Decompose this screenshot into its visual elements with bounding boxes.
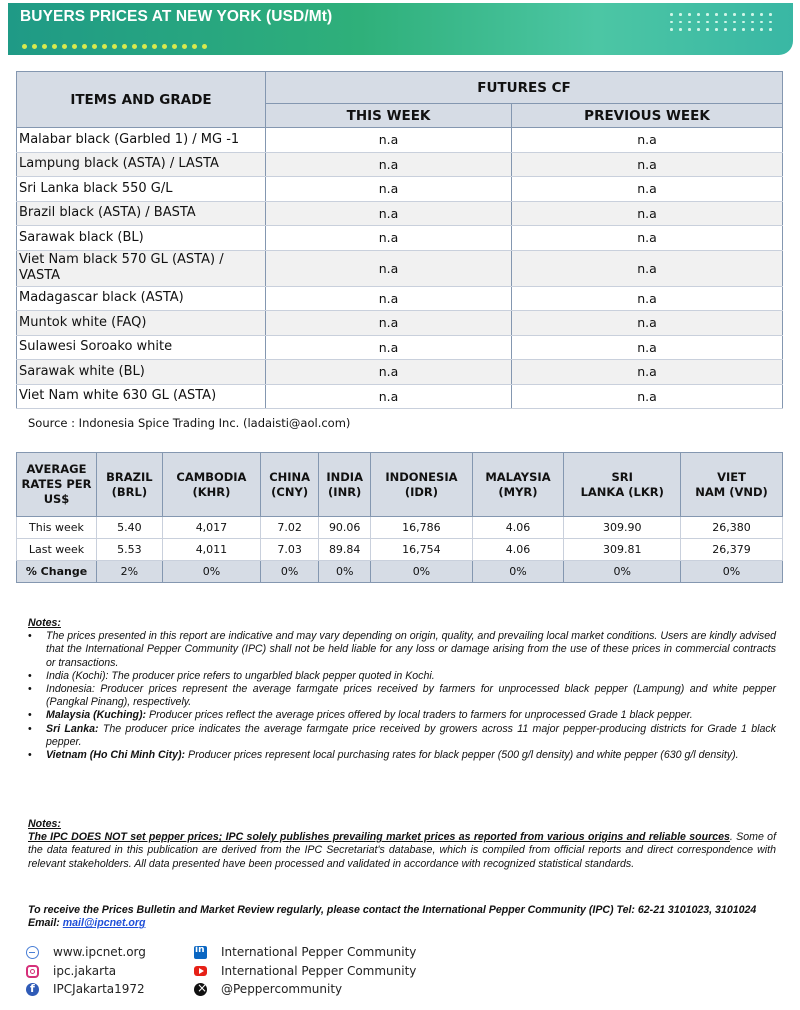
this-week-value: n.a bbox=[266, 384, 512, 409]
col-header-futures: FUTURES CF bbox=[266, 72, 783, 104]
price-table bbox=[16, 71, 783, 409]
fx-row-label: This week bbox=[17, 517, 97, 539]
this-week-value: n.a bbox=[266, 128, 512, 153]
this-week-value: n.a bbox=[266, 335, 512, 360]
linkedin-icon bbox=[194, 946, 207, 959]
notes-section bbox=[28, 617, 776, 762]
price-row bbox=[17, 128, 783, 153]
previous-week-value: n.a bbox=[512, 335, 783, 360]
item-grade: Viet Nam black 570 GL (ASTA) / VASTA bbox=[17, 250, 266, 286]
fx-value: 5.40 bbox=[97, 517, 163, 539]
fx-value: 26,380 bbox=[681, 517, 783, 539]
fx-value: 16,786 bbox=[371, 517, 472, 539]
fx-value: 4,011 bbox=[162, 539, 260, 561]
instagram-icon bbox=[26, 965, 39, 978]
this-week-value: n.a bbox=[266, 286, 512, 311]
price-row bbox=[17, 335, 783, 360]
col-header-item: ITEMS AND GRADE bbox=[17, 72, 266, 128]
item-grade: Malabar black (Garbled 1) / MG -1 bbox=[17, 128, 266, 153]
previous-week-value: n.a bbox=[512, 128, 783, 153]
x-icon bbox=[194, 983, 207, 996]
note-item: • India (Kochi): The producer price refers to ungarbled black pepper quoted in Kochi. bbox=[28, 670, 776, 683]
fx-col-header: CAMBODIA (KHR) bbox=[162, 453, 260, 517]
price-row bbox=[17, 384, 783, 409]
price-row bbox=[17, 360, 783, 385]
note-item: • Sri Lanka: The producer price indicates the average farmgate price received by growers across 11 major pepper-producing districts for Grade 1 black pepper. bbox=[28, 723, 776, 749]
fx-row bbox=[17, 517, 783, 539]
item-grade: Brazil black (ASTA) / BASTA bbox=[17, 201, 266, 226]
price-row bbox=[17, 201, 783, 226]
price-row bbox=[17, 311, 783, 336]
fx-value: 7.02 bbox=[261, 517, 319, 539]
price-row bbox=[17, 152, 783, 177]
fx-row bbox=[17, 561, 783, 583]
linkedin-link[interactable]: in International Pepper Community bbox=[194, 945, 416, 959]
fx-col-header: VIET NAM (VND) bbox=[681, 453, 783, 517]
this-week-value: n.a bbox=[266, 250, 512, 286]
globe-icon bbox=[26, 946, 39, 959]
decorative-dot-grid bbox=[670, 13, 773, 31]
fx-row-label: % Change bbox=[17, 561, 97, 583]
item-grade: Sarawak black (BL) bbox=[17, 226, 266, 251]
fx-col-header: BRAZIL (BRL) bbox=[97, 453, 163, 517]
youtube-icon bbox=[194, 966, 207, 976]
item-grade: Sulawesi Soroako white bbox=[17, 335, 266, 360]
notes-heading: Notes: bbox=[28, 617, 61, 629]
item-grade: Lampung black (ASTA) / LASTA bbox=[17, 152, 266, 177]
header-banner bbox=[8, 3, 793, 55]
previous-week-value: n.a bbox=[512, 201, 783, 226]
fx-col-header: INDIA (INR) bbox=[319, 453, 371, 517]
previous-week-value: n.a bbox=[512, 311, 783, 336]
price-row bbox=[17, 250, 783, 286]
previous-week-value: n.a bbox=[512, 152, 783, 177]
previous-week-value: n.a bbox=[512, 177, 783, 202]
fx-value: 90.06 bbox=[319, 517, 371, 539]
previous-week-value: n.a bbox=[512, 286, 783, 311]
previous-week-value: n.a bbox=[512, 250, 783, 286]
email-link[interactable]: mail@ipcnet.org bbox=[62, 917, 146, 930]
item-grade: Madagascar black (ASTA) bbox=[17, 286, 266, 311]
fx-corner-header: AVERAGE RATES PER US$ bbox=[17, 453, 97, 517]
fx-col-header: SRI LANKA (LKR) bbox=[564, 453, 681, 517]
previous-week-value: n.a bbox=[512, 384, 783, 409]
fx-value: 0% bbox=[371, 561, 472, 583]
fx-value: 0% bbox=[261, 561, 319, 583]
this-week-value: n.a bbox=[266, 177, 512, 202]
item-grade: Sri Lanka black 550 G/L bbox=[17, 177, 266, 202]
fx-value: 0% bbox=[564, 561, 681, 583]
fx-value: 2% bbox=[97, 561, 163, 583]
fx-value: 0% bbox=[472, 561, 564, 583]
note-item: • Vietnam (Ho Chi Minh City): Producer prices represent local purchasing rates for black pepper (500 g/l density) and white pepper (630 g/l density). bbox=[28, 749, 776, 762]
fx-value: 4.06 bbox=[472, 517, 564, 539]
fx-value: 0% bbox=[319, 561, 371, 583]
this-week-value: n.a bbox=[266, 152, 512, 177]
fx-value: 0% bbox=[681, 561, 783, 583]
this-week-value: n.a bbox=[266, 226, 512, 251]
note-item: • Malaysia (Kuching): Producer prices reflect the average prices offered by local traders to farmers for unprocessed Grade 1 black pepper. bbox=[28, 709, 776, 722]
price-row bbox=[17, 177, 783, 202]
fx-value: 309.81 bbox=[564, 539, 681, 561]
fx-value: 4,017 bbox=[162, 517, 260, 539]
facebook-icon bbox=[26, 983, 39, 996]
fx-value: 5.53 bbox=[97, 539, 163, 561]
fx-row bbox=[17, 539, 783, 561]
source-note: Source : Indonesia Spice Trading Inc. (ladaisti@aol.com) bbox=[28, 416, 351, 430]
instagram-link[interactable]: ipc.jakarta bbox=[26, 964, 116, 978]
col-header-this-week: THIS WEEK bbox=[266, 104, 512, 128]
this-week-value: n.a bbox=[266, 201, 512, 226]
fx-value: 0% bbox=[162, 561, 260, 583]
page-title: BUYERS PRICES AT NEW YORK (USD/Mt) bbox=[20, 8, 333, 25]
fx-value: 89.84 bbox=[319, 539, 371, 561]
note-item: • The prices presented in this report are indicative and may vary depending on origin, quality, and prevailing local market conditions. Users are kindly advised that the International Pepper Community (IPC) shall not be held liable for any loss or damage arising from the use of these prices in commercial contracts or transactions. bbox=[28, 630, 776, 670]
price-row bbox=[17, 226, 783, 251]
contact-info: To receive the Prices Bulletin and Market Review regularly, please contact the International Pepper Community (IPC) Tel: 62-21 3101023, 3101024 Email: mail@ipcnet.org bbox=[28, 904, 757, 930]
fx-value: 16,754 bbox=[371, 539, 472, 561]
item-grade: Viet Nam white 630 GL (ASTA) bbox=[17, 384, 266, 409]
notes-list bbox=[28, 630, 776, 762]
fx-value: 26,379 bbox=[681, 539, 783, 561]
fx-row-label: Last week bbox=[17, 539, 97, 561]
disclaimer-heading: Notes: bbox=[28, 818, 61, 830]
fx-value: 7.03 bbox=[261, 539, 319, 561]
exchange-rate-table bbox=[16, 452, 783, 583]
previous-week-value: n.a bbox=[512, 360, 783, 385]
fx-col-header: CHINA (CNY) bbox=[261, 453, 319, 517]
youtube-link[interactable]: International Pepper Community bbox=[194, 964, 416, 978]
fx-value: 4.06 bbox=[472, 539, 564, 561]
fx-col-header: MALAYSIA (MYR) bbox=[472, 453, 564, 517]
x-link[interactable]: × @Peppercommunity bbox=[194, 982, 342, 996]
decorative-dots bbox=[22, 44, 207, 49]
item-grade: Sarawak white (BL) bbox=[17, 360, 266, 385]
fx-value: 309.90 bbox=[564, 517, 681, 539]
this-week-value: n.a bbox=[266, 311, 512, 336]
disclaimer-text: The IPC DOES NOT set pepper prices; IPC solely publishes prevailing market prices as reported from various origins and reliable sources. Some of the data featured in this publication are derived from the IPC Secretariat's database, which is compiled from official reports and direct correspondence with relevant stakeholders. All data presented have been processed and validated in accordance with recognized statistical standards. bbox=[28, 831, 777, 870]
previous-week-value: n.a bbox=[512, 226, 783, 251]
disclaimer-section bbox=[28, 818, 776, 871]
fx-col-header: INDONESIA (IDR) bbox=[371, 453, 472, 517]
note-item: • Indonesia: Producer prices represent the average farmgate prices received by farmers for unprocessed black pepper (Lampung) and white pepper (Pangkal Pinang), respectively. bbox=[28, 683, 776, 709]
price-row bbox=[17, 286, 783, 311]
website-link[interactable]: www.ipcnet.org bbox=[26, 945, 146, 959]
this-week-value: n.a bbox=[266, 360, 512, 385]
item-grade: Muntok white (FAQ) bbox=[17, 311, 266, 336]
facebook-link[interactable]: f IPCJakarta1972 bbox=[26, 982, 145, 996]
col-header-previous-week: PREVIOUS WEEK bbox=[512, 104, 783, 128]
